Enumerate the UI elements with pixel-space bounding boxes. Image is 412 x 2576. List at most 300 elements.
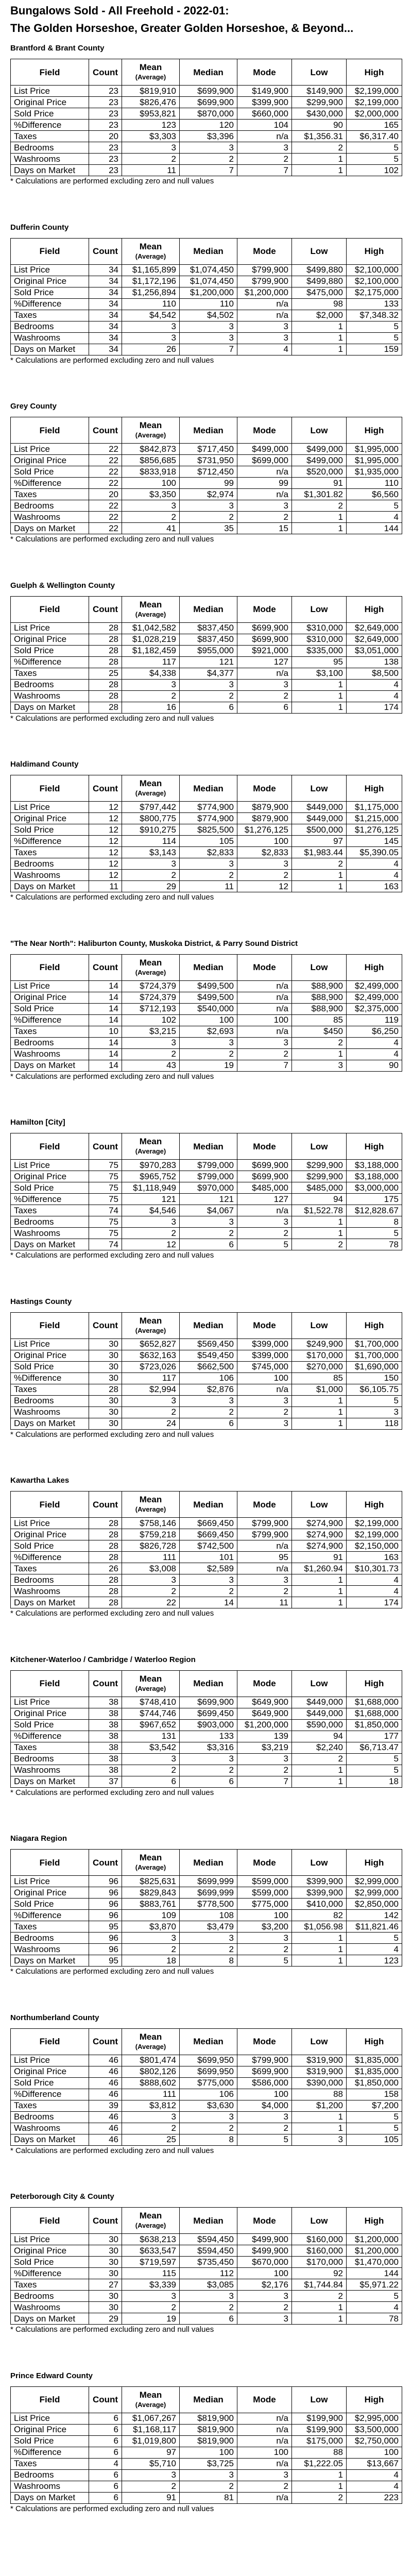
cell-mode: 3	[237, 1753, 292, 1765]
header-median: Median	[180, 59, 237, 86]
cell-mode: $2,833	[237, 847, 292, 858]
cell-mode: $745,000	[237, 1361, 292, 1372]
cell-count: 23	[89, 165, 122, 176]
cell-median: 112	[180, 2268, 237, 2279]
cell-high: 5	[347, 1933, 402, 1944]
cell-high: 175	[347, 1194, 402, 1205]
cell-count: 28	[89, 656, 122, 668]
cell-count: 75	[89, 1160, 122, 1171]
cell-mode: $3,219	[237, 1742, 292, 1753]
table-body	[11, 86, 402, 176]
cell-median: $699,900	[180, 86, 237, 97]
cell-field: Sold Price	[11, 2435, 89, 2447]
cell-median: 14	[180, 1597, 237, 1608]
table-row	[11, 813, 402, 824]
cell-mean: $758,146	[122, 1518, 180, 1529]
cell-median: $669,450	[180, 1518, 237, 1529]
cell-high: $3,000,000	[347, 1182, 402, 1194]
cell-mean: 2	[122, 1944, 180, 1955]
cell-high: $7,200	[347, 2100, 402, 2111]
cell-low: 1	[292, 1776, 347, 1787]
cell-mode: $599,000	[237, 1876, 292, 1887]
header-high: High	[347, 1133, 402, 1160]
cell-low: $170,000	[292, 1350, 347, 1361]
cell-field: Original Price	[11, 1350, 89, 1361]
cell-median: $2,693	[180, 1026, 237, 1037]
header-mode: Mode	[237, 59, 292, 86]
cell-mean: $748,410	[122, 1697, 180, 1708]
table-row	[11, 1731, 402, 1742]
cell-field: Sold Price	[11, 1182, 89, 1194]
cell-high: $2,995,000	[347, 2413, 402, 2424]
cell-field: Original Price	[11, 1887, 89, 1899]
region-title: Kitchener-Waterloo / Cambridge / Waterloo Region	[10, 1655, 196, 1664]
cell-high: 102	[347, 165, 402, 176]
cell-high: 78	[347, 2313, 402, 2325]
table-row	[11, 2245, 402, 2257]
cell-low: $449,000	[292, 1697, 347, 1708]
cell-low: 2	[292, 2291, 347, 2302]
cell-mode: 3	[237, 2111, 292, 2123]
header-count: Count	[89, 1670, 122, 1697]
table-row	[11, 1563, 402, 1574]
table-row	[11, 97, 402, 108]
table-row	[11, 2413, 402, 2424]
cell-mode: $399,900	[237, 97, 292, 108]
cell-median: 3	[180, 2469, 237, 2481]
cell-median: 8	[180, 2134, 237, 2145]
statistics-table	[10, 238, 402, 355]
cell-median: 2	[180, 2481, 237, 2492]
cell-low: $449,000	[292, 802, 347, 813]
cell-count: 23	[89, 120, 122, 131]
table-header-row	[11, 2208, 402, 2234]
cell-low: 1	[292, 2469, 347, 2481]
cell-mean: 114	[122, 836, 180, 847]
calculation-note: * Calculations are performed excluding zero and null values	[10, 1072, 214, 1081]
calculation-note: * Calculations are performed excluding zero and null values	[10, 1430, 214, 1439]
cell-mean: $802,126	[122, 2066, 180, 2077]
cell-field: Taxes	[11, 1384, 89, 1395]
header-count: Count	[89, 775, 122, 802]
cell-field: Washrooms	[11, 1586, 89, 1597]
cell-mode: $499,000	[237, 444, 292, 455]
cell-count: 28	[89, 1518, 122, 1529]
cell-median: 2	[180, 870, 237, 881]
cell-high: $1,215,000	[347, 813, 402, 824]
cell-median: 2	[180, 512, 237, 523]
cell-count: 6	[89, 2413, 122, 2424]
table-row	[11, 1171, 402, 1182]
cell-count: 28	[89, 622, 122, 634]
table-row	[11, 702, 402, 713]
cell-low: $1,301.82	[292, 489, 347, 500]
table-header-row	[11, 775, 402, 802]
cell-mean: $797,442	[122, 802, 180, 813]
cell-mean: $826,728	[122, 1540, 180, 1552]
cell-low: 91	[292, 1552, 347, 1563]
cell-field: List Price	[11, 2055, 89, 2066]
cell-field: Washrooms	[11, 1228, 89, 1239]
table-row	[11, 2077, 402, 2089]
header-median: Median	[180, 1312, 237, 1338]
cell-median: $4,377	[180, 668, 237, 679]
header-mean	[122, 2208, 180, 2234]
table-row	[11, 2492, 402, 2503]
table-row	[11, 332, 402, 344]
cell-mean: $724,379	[122, 992, 180, 1003]
cell-mean: $3,303	[122, 131, 180, 142]
table-row	[11, 2055, 402, 2066]
cell-high: $5,971.22	[347, 2279, 402, 2291]
cell-low: $2,240	[292, 1742, 347, 1753]
cell-count: 20	[89, 131, 122, 142]
cell-count: 22	[89, 523, 122, 534]
cell-mode: $799,900	[237, 1529, 292, 1540]
table-row	[11, 2123, 402, 2134]
cell-mean: $724,379	[122, 980, 180, 992]
header-mean	[122, 2028, 180, 2055]
table-row	[11, 645, 402, 656]
table-row	[11, 1060, 402, 1071]
table-row	[11, 2257, 402, 2268]
cell-mean: $3,339	[122, 2279, 180, 2291]
cell-count: 34	[89, 276, 122, 287]
header-median: Median	[180, 238, 237, 264]
cell-median: $819,900	[180, 2424, 237, 2435]
cell-field: Taxes	[11, 310, 89, 321]
header-median: Median	[180, 954, 237, 980]
header-mean	[122, 1492, 180, 1518]
table-body	[11, 444, 402, 534]
cell-mode: $879,900	[237, 802, 292, 813]
cell-field: %Difference	[11, 2447, 89, 2458]
cell-low: 1	[292, 1586, 347, 1597]
header-mean-sub: (Average)	[135, 789, 166, 797]
cell-mode: 2	[237, 1586, 292, 1597]
cell-field: Bedrooms	[11, 1574, 89, 1586]
cell-median: $774,900	[180, 813, 237, 824]
cell-high: $2,199,000	[347, 97, 402, 108]
cell-high: 163	[347, 881, 402, 892]
cell-median: 3	[180, 321, 237, 332]
statistics-table	[10, 596, 402, 714]
header-low: Low	[292, 1850, 347, 1876]
cell-field: Sold Price	[11, 1540, 89, 1552]
cell-count: 12	[89, 858, 122, 870]
cell-mode: 100	[237, 1372, 292, 1384]
header-high: High	[347, 1492, 402, 1518]
cell-field: Sold Price	[11, 1719, 89, 1731]
table-row	[11, 1338, 402, 1350]
cell-count: 75	[89, 1228, 122, 1239]
cell-median: 120	[180, 120, 237, 131]
cell-median: 3	[180, 1395, 237, 1406]
cell-mode: 100	[237, 836, 292, 847]
cell-median: $799,000	[180, 1160, 237, 1171]
cell-count: 23	[89, 97, 122, 108]
header-field: Field	[11, 1850, 89, 1876]
cell-low: $274,900	[292, 1518, 347, 1529]
cell-mode: 100	[237, 1910, 292, 1921]
cell-low: $1,222.05	[292, 2458, 347, 2469]
cell-count: 30	[89, 2291, 122, 2302]
cell-median: $955,000	[180, 645, 237, 656]
cell-mean: $1,067,267	[122, 2413, 180, 2424]
cell-mode: $699,900	[237, 634, 292, 645]
cell-low: $449,000	[292, 1708, 347, 1719]
cell-mode: n/a	[237, 1563, 292, 1574]
cell-field: Sold Price	[11, 1003, 89, 1014]
cell-count: 96	[89, 1933, 122, 1944]
header-median: Median	[180, 2028, 237, 2055]
cell-mean: 2	[122, 2481, 180, 2492]
cell-low: $310,000	[292, 634, 347, 645]
table-row	[11, 690, 402, 702]
header-field: Field	[11, 1133, 89, 1160]
cell-count: 38	[89, 1719, 122, 1731]
cell-count: 22	[89, 500, 122, 512]
cell-mean: $1,168,117	[122, 2424, 180, 2435]
cell-mode: $699,900	[237, 1171, 292, 1182]
cell-low: 2	[292, 2492, 347, 2503]
table-row	[11, 2268, 402, 2279]
cell-median: $699,950	[180, 2055, 237, 2066]
cell-low: $160,000	[292, 2245, 347, 2257]
cell-field: %Difference	[11, 1014, 89, 1026]
cell-count: 10	[89, 1026, 122, 1037]
region-title: Hastings County	[10, 1297, 72, 1306]
cell-count: 23	[89, 142, 122, 154]
region-title: Northumberland County	[10, 2013, 99, 2022]
statistics-table	[10, 2207, 402, 2325]
cell-high: 4	[347, 2469, 402, 2481]
cell-low: $475,000	[292, 287, 347, 298]
table-row	[11, 466, 402, 478]
cell-mode: $4,000	[237, 2100, 292, 2111]
header-mean	[122, 2386, 180, 2413]
cell-field: Sold Price	[11, 108, 89, 120]
cell-mode: 7	[237, 1776, 292, 1787]
header-mode: Mode	[237, 1850, 292, 1876]
cell-field: Washrooms	[11, 690, 89, 702]
cell-mean: 22	[122, 1597, 180, 1608]
cell-count: 20	[89, 489, 122, 500]
cell-mode: 7	[237, 1060, 292, 1071]
cell-low: $88,900	[292, 980, 347, 992]
table-row	[11, 2279, 402, 2291]
table-row	[11, 2447, 402, 2458]
table-body	[11, 264, 402, 355]
cell-field: Days on Market	[11, 2492, 89, 2503]
cell-count: 30	[89, 1406, 122, 1418]
cell-median: 8	[180, 1955, 237, 1967]
cell-low: $520,000	[292, 466, 347, 478]
cell-count: 6	[89, 2492, 122, 2503]
header-mean-label: Mean	[139, 241, 162, 251]
cell-field: Sold Price	[11, 645, 89, 656]
cell-median: 35	[180, 523, 237, 534]
cell-mode: 5	[237, 1239, 292, 1250]
cell-count: 14	[89, 1048, 122, 1060]
statistics-table	[10, 2386, 402, 2504]
cell-high: 5	[347, 1765, 402, 1776]
cell-mean: 26	[122, 344, 180, 355]
cell-field: %Difference	[11, 2089, 89, 2100]
header-mean-label: Mean	[139, 778, 162, 788]
cell-field: Original Price	[11, 97, 89, 108]
cell-mode: 3	[237, 1395, 292, 1406]
cell-count: 28	[89, 1552, 122, 1563]
cell-high: 4	[347, 1048, 402, 1060]
table-row	[11, 1003, 402, 1014]
cell-low: 85	[292, 1372, 347, 1384]
cell-mode: 100	[237, 2447, 292, 2458]
cell-high: 4	[347, 858, 402, 870]
cell-high: 100	[347, 2447, 402, 2458]
cell-mode: 2	[237, 870, 292, 881]
cell-high: $3,500,000	[347, 2424, 402, 2435]
table-row	[11, 1418, 402, 1429]
cell-high: $2,850,000	[347, 1899, 402, 1910]
cell-field: %Difference	[11, 120, 89, 131]
cell-mean: $819,910	[122, 86, 180, 97]
header-low: Low	[292, 596, 347, 622]
header-mean	[122, 238, 180, 264]
cell-field: Taxes	[11, 131, 89, 142]
cell-median: $2,833	[180, 847, 237, 858]
calculation-note: * Calculations are performed excluding zero and null values	[10, 177, 214, 185]
cell-low: 2	[292, 1037, 347, 1048]
cell-median: 106	[180, 2089, 237, 2100]
cell-mode: $660,000	[237, 108, 292, 120]
cell-median: $699,950	[180, 2066, 237, 2077]
table-row	[11, 108, 402, 120]
table-row	[11, 444, 402, 455]
cell-field: %Difference	[11, 1731, 89, 1742]
table-row	[11, 2302, 402, 2313]
table-row	[11, 1933, 402, 1944]
cell-mean: $888,602	[122, 2077, 180, 2089]
cell-high: 223	[347, 2492, 402, 2503]
cell-low: $590,000	[292, 1719, 347, 1731]
cell-low: 94	[292, 1194, 347, 1205]
header-high: High	[347, 1670, 402, 1697]
cell-mean: 3	[122, 858, 180, 870]
cell-field: Days on Market	[11, 165, 89, 176]
table-row	[11, 1160, 402, 1171]
cell-high: $2,499,000	[347, 980, 402, 992]
cell-count: 14	[89, 1014, 122, 1026]
cell-count: 22	[89, 512, 122, 523]
cell-mean: $856,685	[122, 455, 180, 466]
table-header-row	[11, 2028, 402, 2055]
table-row	[11, 1586, 402, 1597]
header-mean-label: Mean	[139, 420, 162, 430]
cell-high: $2,000,000	[347, 108, 402, 120]
cell-low: 1	[292, 165, 347, 176]
cell-field: Washrooms	[11, 2302, 89, 2313]
cell-count: 38	[89, 1731, 122, 1742]
header-mean	[122, 1670, 180, 1697]
cell-mode: $799,900	[237, 1518, 292, 1529]
cell-mean: 24	[122, 1418, 180, 1429]
header-mode: Mode	[237, 2208, 292, 2234]
cell-field: %Difference	[11, 656, 89, 668]
cell-mode: n/a	[237, 310, 292, 321]
cell-low: 3	[292, 2134, 347, 2145]
table-header-row	[11, 1850, 402, 1876]
table-row	[11, 2234, 402, 2245]
region-title: Grey County	[10, 402, 57, 411]
cell-high: $1,200,000	[347, 2234, 402, 2245]
cell-median: 3	[180, 1753, 237, 1765]
cell-mean: 3	[122, 1037, 180, 1048]
header-high: High	[347, 954, 402, 980]
table-row	[11, 276, 402, 287]
cell-high: $3,188,000	[347, 1171, 402, 1182]
cell-high: 165	[347, 120, 402, 131]
cell-mean: $953,821	[122, 108, 180, 120]
cell-mean: 3	[122, 321, 180, 332]
cell-low: 90	[292, 120, 347, 131]
cell-high: 5	[347, 332, 402, 344]
cell-field: Original Price	[11, 1529, 89, 1540]
cell-mode: $699,000	[237, 455, 292, 466]
cell-low: 91	[292, 478, 347, 489]
header-low: Low	[292, 2028, 347, 2055]
cell-mean: $1,172,196	[122, 276, 180, 287]
cell-mean: 12	[122, 1239, 180, 1250]
cell-mode: 2	[237, 1048, 292, 1060]
cell-median: 100	[180, 1014, 237, 1026]
cell-high: $1,995,000	[347, 455, 402, 466]
table-row	[11, 1921, 402, 1933]
cell-mean: 3	[122, 1933, 180, 1944]
cell-mean: 25	[122, 2134, 180, 2145]
cell-mode: n/a	[237, 2413, 292, 2424]
cell-high: 4	[347, 512, 402, 523]
cell-low: $450	[292, 1026, 347, 1037]
table-row	[11, 2111, 402, 2123]
cell-mode: 3	[237, 679, 292, 690]
cell-high: $1,700,000	[347, 1350, 402, 1361]
statistics-table	[10, 417, 402, 534]
header-median: Median	[180, 1670, 237, 1697]
cell-high: $2,175,000	[347, 287, 402, 298]
cell-count: 39	[89, 2100, 122, 2111]
cell-count: 46	[89, 2066, 122, 2077]
cell-high: 4	[347, 2302, 402, 2313]
cell-low: $499,000	[292, 444, 347, 455]
cell-low: 2	[292, 1753, 347, 1765]
header-count: Count	[89, 1133, 122, 1160]
cell-median: 3	[180, 2111, 237, 2123]
region-title: Niagara Region	[10, 1834, 67, 1843]
statistics-table	[10, 59, 402, 176]
cell-low: $399,900	[292, 1887, 347, 1899]
table-row	[11, 881, 402, 892]
table-row	[11, 1239, 402, 1250]
header-low: Low	[292, 417, 347, 444]
table-row	[11, 634, 402, 645]
cell-field: Bedrooms	[11, 1037, 89, 1048]
cell-mean: $759,218	[122, 1529, 180, 1540]
cell-count: 12	[89, 813, 122, 824]
cell-high: $2,150,000	[347, 1540, 402, 1552]
cell-low: 88	[292, 2447, 347, 2458]
header-mean-label: Mean	[139, 1673, 162, 1684]
